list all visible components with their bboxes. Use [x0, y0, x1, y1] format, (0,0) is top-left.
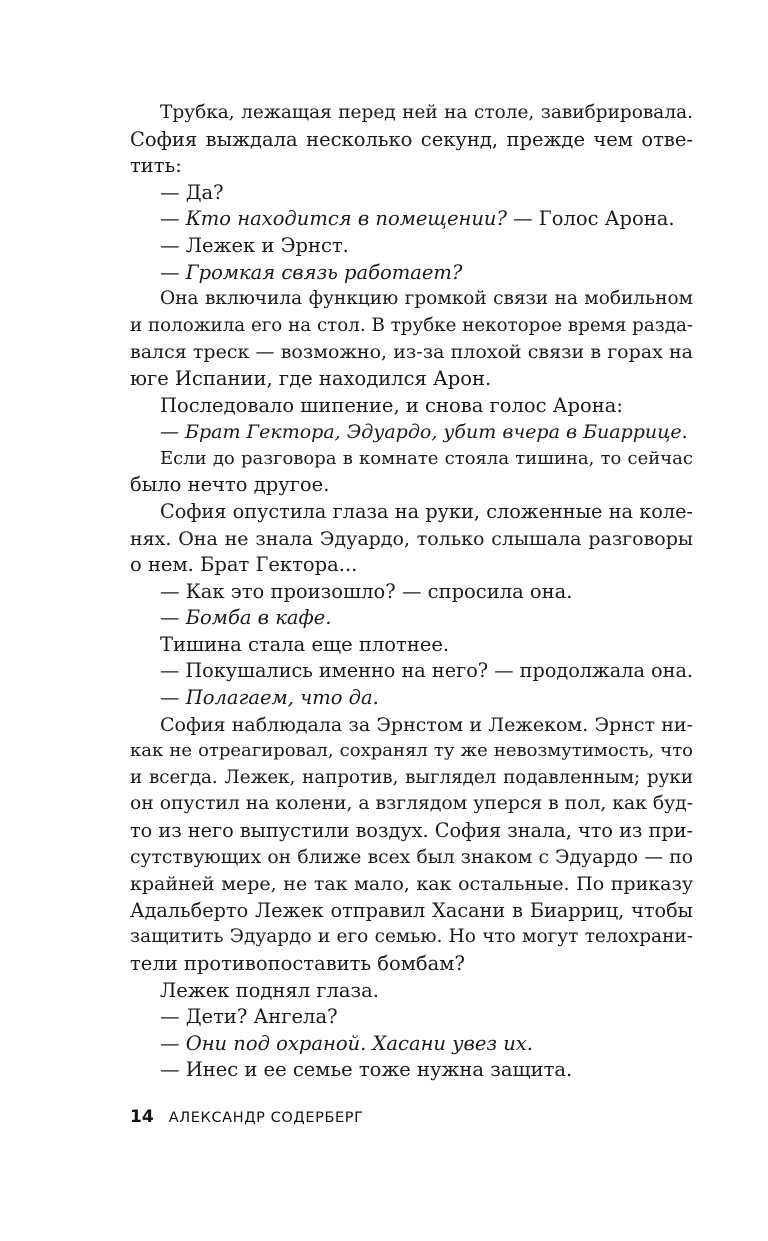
italic-speech-span: Они под охраной. Хасани увез их. [185, 1031, 533, 1055]
text-line [130, 712, 693, 739]
text-span: — Голос Арона. [506, 207, 675, 231]
text-span: София опустила глаза на руки, сложенные на коле- [160, 499, 693, 523]
italic-speech-span: Бомба в кафе. [185, 606, 332, 630]
text-line [130, 499, 693, 526]
text-span: Адальберто Лежек отправил Хасани в Биарриц, чтобы [130, 898, 693, 922]
text-line [130, 1031, 693, 1058]
text-line [130, 658, 693, 685]
page-footer [130, 1105, 364, 1129]
italic-speech-span: Громкая связь работает? [185, 260, 463, 284]
italic-speech-span: Брат Гектора, Эдуардо, убит вчера в Биаррице. [185, 421, 688, 444]
text-line [130, 1057, 693, 1084]
text-span: — [160, 606, 186, 630]
text-span: — [160, 1031, 186, 1055]
text-line [130, 446, 693, 473]
text-span: — [160, 260, 186, 284]
text-span: было нечто другое. [130, 473, 330, 497]
text-span: — Дети? Ангела? [160, 1005, 338, 1029]
text-span: Трубка, лежащая перед ней на столе, завибрировала. [160, 102, 693, 123]
text-line [130, 127, 693, 154]
text-line [130, 765, 693, 792]
text-line [130, 313, 693, 340]
text-span: Лежек поднял глаза. [160, 978, 379, 1002]
text-span: тить: [130, 154, 182, 178]
text-line [130, 472, 693, 499]
text-line [130, 1004, 693, 1031]
text-span: то из него выпустили воздух. София знала, что из при- [130, 819, 694, 843]
text-line [130, 552, 693, 579]
text-span: София выждала несколько секунд, прежде чем отве- [130, 127, 693, 151]
text-span: вался треск — возможно, из-за плохой связи в горах на [130, 341, 693, 364]
text-line [130, 526, 693, 553]
text-line [130, 100, 693, 127]
text-span: — [160, 421, 186, 444]
text-span: о нем. Брат Гектора... [130, 553, 358, 577]
text-span: — Как это произошло? — спросила она. [160, 579, 573, 603]
book-page-text [130, 100, 693, 1084]
text-line [130, 393, 693, 420]
text-span: — [160, 686, 186, 710]
text-line [130, 924, 693, 951]
text-span: — [160, 207, 186, 231]
text-span: он опустил на колени, а взглядом уперся в пол, как буд- [130, 793, 694, 815]
text-line [130, 738, 693, 765]
text-line [130, 206, 693, 233]
text-span: как не отреагировал, сохранял ту же невозмутимость, что [130, 740, 693, 762]
italic-speech-span: Полагаем, что да. [185, 686, 379, 710]
text-line [130, 366, 693, 393]
text-span: — Инес и ее семье тоже нужна защита. [160, 1058, 573, 1082]
text-span: тели противопоставить бомбам? [130, 952, 465, 975]
text-span: — Да? [160, 180, 224, 204]
text-line [130, 180, 693, 207]
text-span: нях. Она не знала Эдуардо, только слышала разговоры [130, 527, 693, 550]
text-span: сутствующих он ближе всех был знаком с Эдуардо — по [130, 846, 693, 868]
text-line [130, 153, 693, 180]
text-line [130, 632, 693, 659]
text-line [130, 951, 693, 978]
text-line [130, 233, 693, 260]
text-span: — Лежек и Эрнст. [160, 233, 349, 257]
text-line [130, 845, 693, 872]
text-span: Последовало шипение, и снова голос Арона: [160, 393, 623, 417]
text-span: — Покушались именно на него? — продолжала она. [160, 659, 694, 683]
text-line [130, 419, 693, 446]
text-line [130, 339, 693, 366]
text-span: крайней мере, не так мало, как остальные. По приказу [130, 873, 693, 896]
text-line [130, 605, 693, 632]
text-span: и всегда. Лежек, напротив, выглядел подавленным; руки [130, 766, 693, 788]
text-span: Она включила функцию громкой связи на мобильном [160, 288, 693, 310]
running-author-name: АЛЕКСАНДР СОДЕРБЕРГ [168, 1110, 364, 1126]
text-span: София наблюдала за Эрнстом и Лежеком. Эрнст ни- [160, 713, 693, 736]
text-line [130, 286, 693, 313]
page-number: 14 [130, 1107, 154, 1127]
text-span: юге Испании, где находился Арон. [130, 366, 492, 390]
text-line [130, 818, 693, 845]
text-span: и положила его на стол. В трубке некоторое время разда- [130, 314, 693, 336]
text-line [130, 579, 693, 606]
text-line [130, 898, 693, 925]
text-span: защитить Эдуардо и его семью. Но что могут телохрани- [130, 926, 693, 948]
text-span: Тишина стала еще плотнее. [160, 632, 450, 656]
text-line [130, 791, 693, 818]
text-line [130, 685, 693, 712]
text-line [130, 871, 693, 898]
text-line [130, 260, 693, 287]
text-line [130, 978, 693, 1005]
text-span: Если до разговора в комнате стояла тишина, то сейчас [160, 447, 693, 469]
italic-speech-span: Кто находится в помещении? [185, 207, 507, 231]
